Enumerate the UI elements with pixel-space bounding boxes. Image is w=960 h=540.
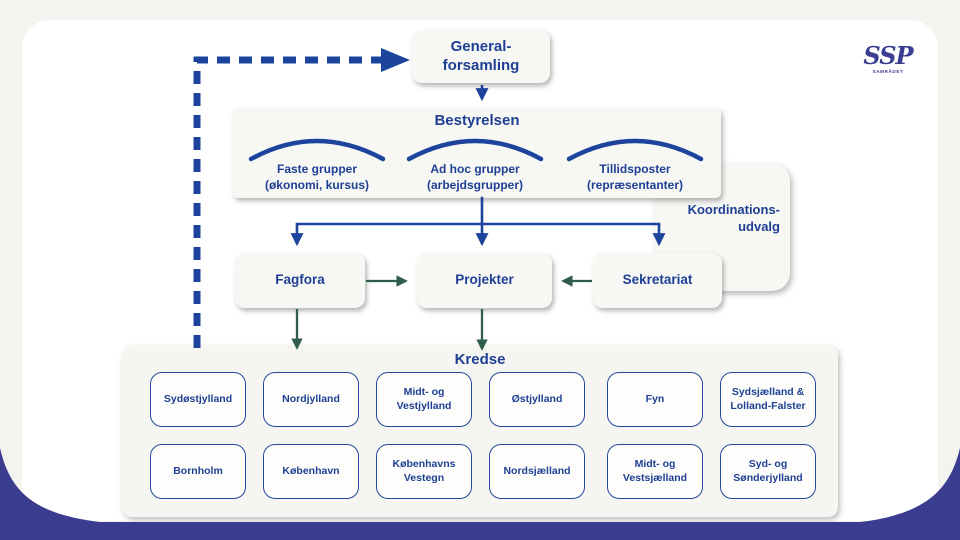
gf-label-line: General- [450, 38, 512, 56]
board-group-ad-hoc-grupper [390, 162, 560, 194]
ssp-logo [862, 41, 914, 74]
footer-wave-shape [0, 440, 960, 540]
projekter-label: Projekter [455, 272, 514, 288]
group-label-line: Faste grupper [276, 162, 357, 176]
gf-label-line: forsamling [442, 56, 520, 74]
ssp-logo-subtext: SAMRÅDET [872, 69, 904, 74]
sekretariat-label: Sekretariat [622, 272, 693, 288]
kreds-fyn: Fyn [607, 372, 703, 427]
koord-label-line: udvalg [738, 218, 780, 234]
ssp-logo-text: SSP [863, 41, 913, 70]
group-label-line: Tillidsposter [599, 162, 671, 176]
kredse-title: Kredse [454, 351, 506, 368]
node-fagfora [235, 253, 365, 308]
koordinationsudvalg-label [640, 202, 780, 236]
node-generalforsamling [412, 30, 550, 83]
group-label-line: (arbejdsgrupper) [426, 177, 523, 192]
kreds-bornholm: Bornholm [150, 444, 246, 499]
kreds-nordjylland: Nordjylland [263, 372, 359, 427]
kreds-nordsjaelland: Nordsjælland [489, 444, 585, 499]
node-projekter [417, 253, 552, 308]
kreds-midt-og-vestjylland: Midt- og Vestjylland [376, 372, 472, 427]
kreds-sydsjaelland-lolland-falster: Sydsjælland & Lolland-Falster [720, 372, 816, 427]
kreds-sydoestjylland: Sydøstjylland [150, 372, 246, 427]
generalforsamling-label [443, 38, 520, 75]
board-group-tillidsposter [550, 162, 720, 194]
group-label-line: (økonomi, kursus) [264, 177, 369, 192]
koord-label-line: Koordinations- [687, 202, 780, 217]
kreds-koebenhavn: København [263, 444, 359, 499]
kreds-oestjylland: Østjylland [489, 372, 585, 427]
node-sekretariat [593, 253, 722, 308]
fagfora-label: Fagfora [275, 272, 325, 288]
kreds-syd-og-soenderjylland: Syd- og Sønderjylland [720, 444, 816, 499]
kreds-midt-og-vestsjaelland: Midt- og Vestsjælland [607, 444, 703, 499]
bestyrelsen-title: Bestyrelsen [434, 112, 520, 129]
board-group-faste-grupper [232, 162, 402, 194]
group-label-line: Ad hoc grupper [430, 162, 520, 176]
group-label-line: (repræsentanter) [586, 177, 684, 192]
kreds-koebenhavns-vestegn: Københavns Vestegn [376, 444, 472, 499]
